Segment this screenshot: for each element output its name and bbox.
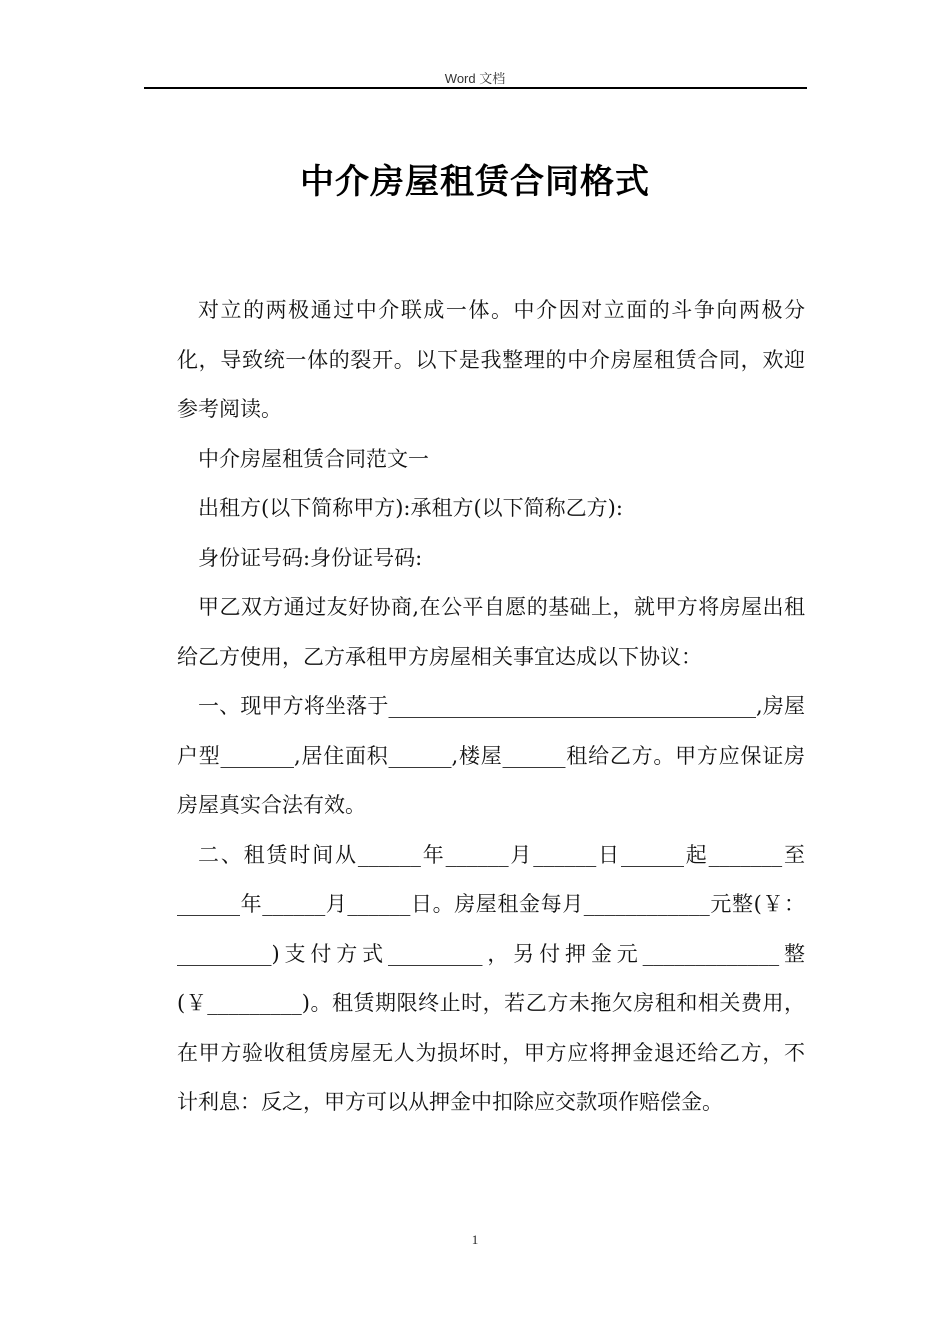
intro-paragraph: 对立的两极通过中介联成一体。中介因对立面的斗争向两极分化，导致统一体的裂开。以下是我整理的中介房屋租赁合同，欢迎参考阅读。 (177, 298, 805, 421)
document-body (177, 286, 805, 1128)
clause-one: 一、现甲方将坐落于___________________________________,房屋户型_______,居住面积______,楼屋______租给乙方。甲方应保证房房屋真实合法有效。 (177, 694, 805, 817)
clause-two: 二、租赁时间从______年______月______日______起_______至______年______月______日。房屋租金每月____________元整(￥：_________)支付方式_________，另付押金元_____________整(￥_________)。租赁期限终止时，若乙方未拖欠房租和相关费用，在甲方验收租赁房屋无人为损坏时，甲方应将押金退还给乙方，不计利息：反之，甲方可以从押金中扣除应交款项作赔偿金。 (177, 842, 805, 1114)
document-title: 中介房屋租赁合同格式 (300, 162, 650, 202)
id-number-line: 身份证号码:身份证号码: (198, 545, 423, 570)
header-divider (144, 87, 807, 89)
agreement-preamble: 甲乙双方通过友好协商,在公平自愿的基础上，就甲方将房屋出租给乙方使用，乙方承租甲方房屋相关事宜达成以下协议： (177, 595, 805, 669)
section-heading: 中介房屋租赁合同范文一 (198, 446, 429, 471)
parties-line: 出租方(以下简称甲方):承租方(以下简称乙方): (198, 496, 623, 520)
page-number: 1 (471, 1232, 479, 1247)
page-header-label: Word 文档 (444, 71, 506, 86)
